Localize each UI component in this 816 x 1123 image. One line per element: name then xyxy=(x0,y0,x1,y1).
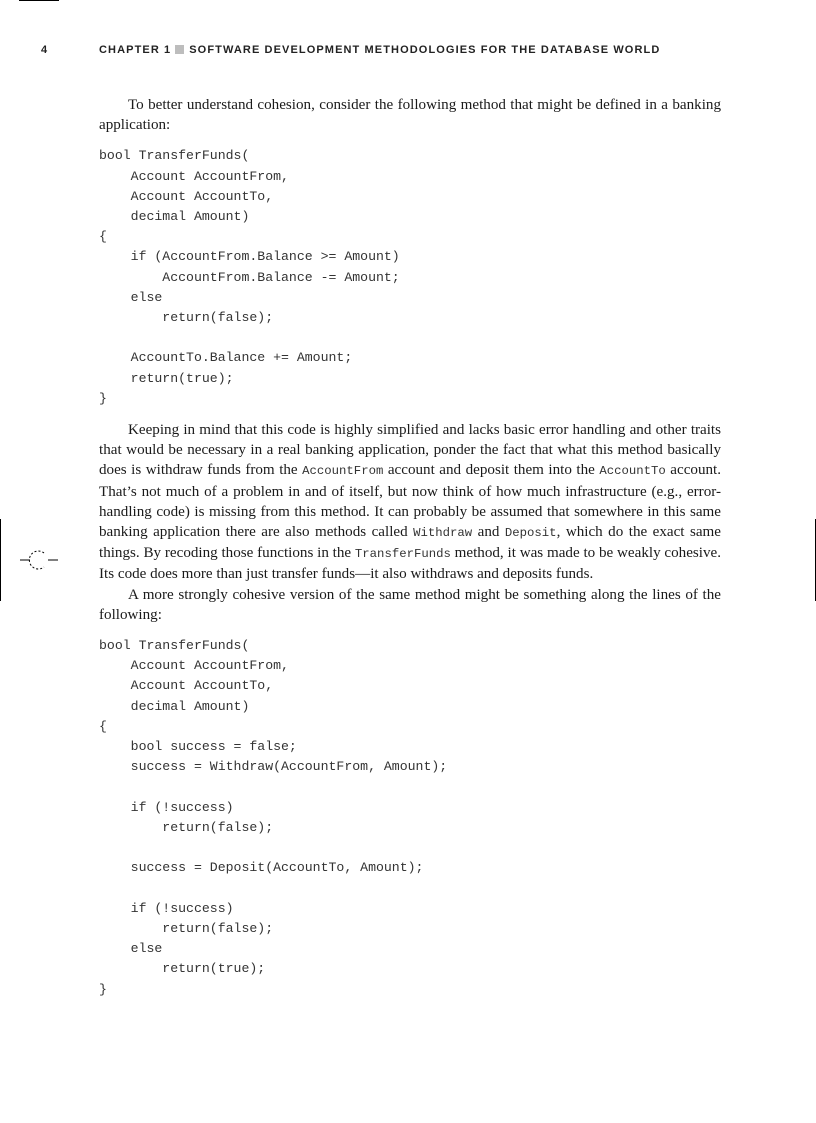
cohesive-intro-paragraph: A more strongly cohesive version of the same method might be something along the lines of the following: xyxy=(99,586,721,623)
analysis-text-6: method, it was made to be weakly cohesive. Its code does more than just transfer funds—it also withdraws and deposits funds. xyxy=(99,545,722,583)
registration-mark-icon xyxy=(0,519,60,601)
chapter-number: CHAPTER 1 xyxy=(99,44,172,56)
inline-code-accountto: AccountTo xyxy=(599,464,666,479)
page-body xyxy=(99,95,721,1000)
running-header xyxy=(0,44,816,60)
analysis-text-2: account and deposit them into the xyxy=(383,462,600,479)
analysis-text-5: , which do the exact same things. By recoding those functions in the xyxy=(99,524,721,562)
inline-code-transferfunds: TransferFunds xyxy=(354,547,451,562)
analysis-text-3: account. That’s not much of a problem in and of itself, but now think of how much infrastructure (e.g., error-handling code) is missing from this method. It can probably be assumed that somewhere in this same banking application there are also methods called xyxy=(99,462,722,541)
page-number: 4 xyxy=(41,44,49,56)
chapter-heading xyxy=(99,44,660,56)
inline-code-withdraw: Withdraw xyxy=(413,526,473,541)
analysis-text-1: Keeping in mind that this code is highly simplified and lacks basic error handling and other traits that would be necessary in a real banking application, ponder the fact that what this method basically does is withdraw funds from the xyxy=(99,422,721,479)
code-listing-weak-cohesion: bool TransferFunds( Account AccountFrom, Account AccountTo, decimal Amount) { if (AccountFrom.Balance >= Amount) AccountFrom.Balance -= Amount; else return(false); AccountTo.Balance += Amount; return(true); } xyxy=(99,148,400,406)
code-listing-strong-cohesion: bool TransferFunds( Account AccountFrom, Account AccountTo, decimal Amount) { bool success = false; success = Withdraw(AccountFrom, Amount); if (!success) return(false); success = Deposit(AccountTo, Amount); if (!success) return(false); else return(true); } xyxy=(99,638,448,997)
square-bullet-icon xyxy=(175,45,184,54)
inline-code-accountfrom: AccountFrom xyxy=(302,464,384,479)
inline-code-deposit: Deposit xyxy=(504,526,557,541)
chapter-title: SOFTWARE DEVELOPMENT METHODOLOGIES FOR THE DATABASE WORLD xyxy=(189,44,661,56)
analysis-paragraph xyxy=(99,420,721,585)
crop-mark-top xyxy=(19,0,59,1)
analysis-text-4: and xyxy=(472,524,505,541)
intro-paragraph: To better understand cohesion, consider the following method that might be defined in a banking application: xyxy=(99,97,721,134)
